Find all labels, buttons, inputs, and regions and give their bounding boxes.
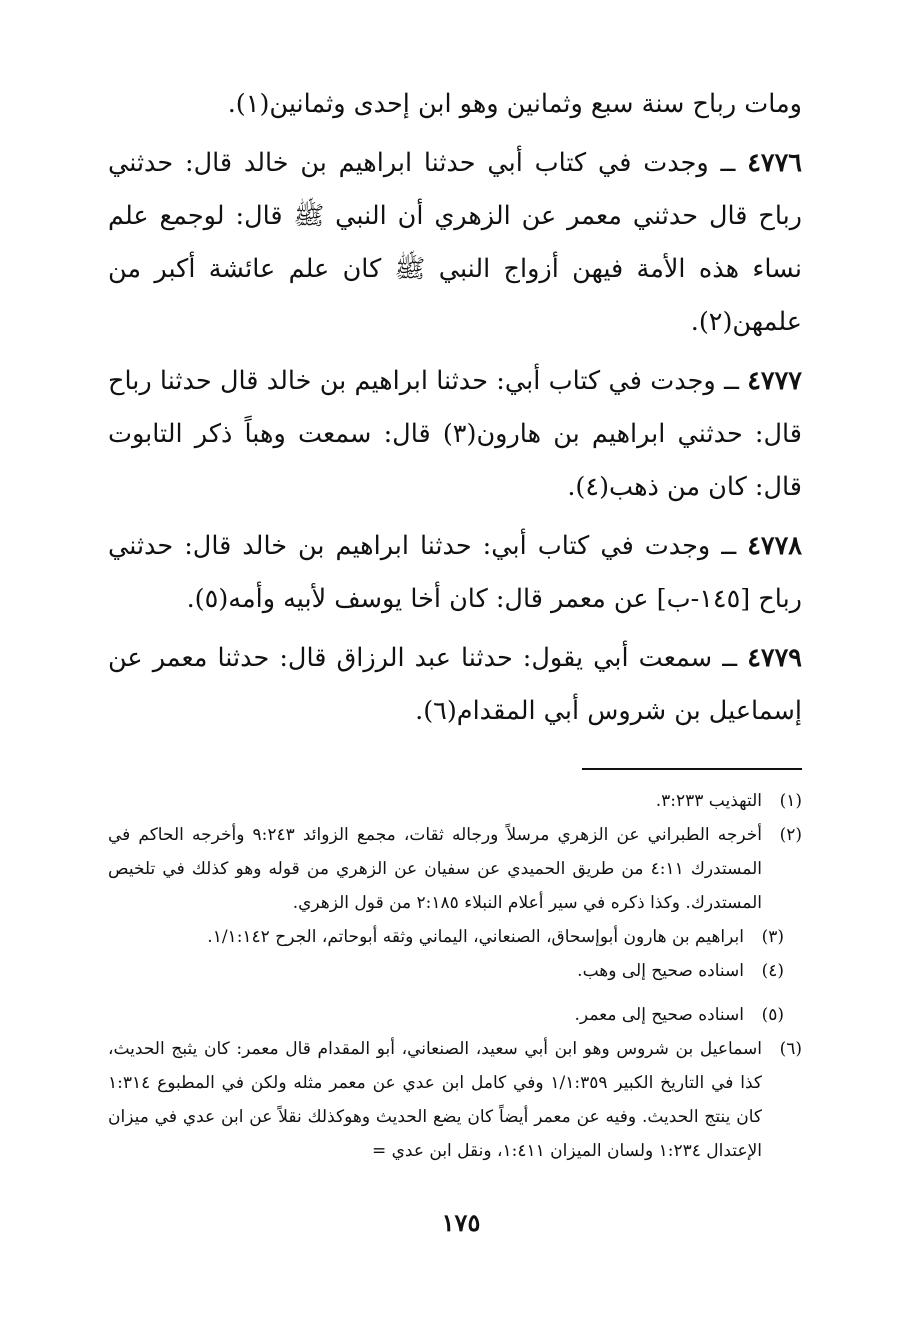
hadith-number: ٤٧٧٦: [747, 148, 802, 178]
footnote-text: أخرجه الطبراني عن الزهري مرسلاً ورجاله ثقات، مجمع الزوائد ٩:٢٤٣ وأخرجه الحاكم في المستدرك ٤:١١ من طريق الحميدي عن سفيان عن الزهري من قوله وهو كذلك في تلخيص المستدرك. وكذا ذكره في سير أعلام النبلاء ٢:١٨٥ من قول الزهري.: [108, 825, 762, 913]
footnote-6: [108, 1032, 802, 1168]
footnotes: [108, 784, 802, 1168]
hadith-4778: [108, 520, 802, 626]
footnote-text: اسماعيل بن شروس وهو ابن أبي سعيد، الصنعاني، أبو المقدام قال معمر: كان يثبج الحديث، كذا في التاريخ الكبير ١/١:٣٥٩ وفي كامل ابن عدي عن معمر مثله ولكن في المطبوع ١:٣١٤ كان ينتج الحديث. وفيه عن معمر أيضاً كان يضع الحديث وهوكذلك نقلاً عن ابن عدي في ميزان الإعتدال ١:٢٣٤ ولسان الميزان ١:٤١١، ونقل ابن عدي =: [108, 1039, 762, 1161]
footnote-text: ابراهيم بن هارون أبوإسحاق، الصنعاني، اليماني وثقه أبوحاتم، الجرح ١/١:١٤٢.: [207, 927, 744, 947]
hadith-number: ٤٧٧٨: [747, 531, 802, 561]
paragraph-continuation: [108, 78, 802, 131]
footnote-number: (٤): [761, 961, 784, 981]
footnote-1: [108, 784, 802, 818]
footnote-text: اسناده صحيح إلى وهب.: [577, 961, 744, 981]
hadith-text: ــ وجدت في كتاب أبي: حدثنا ابراهيم بن خالد قال حدثنا رباح قال: حدثني ابراهيم بن هارون(٣) قال: سمعت وهباً ذكر التابوت قال: كان من ذهب(٤).: [108, 366, 802, 502]
footnote-number: (٥): [761, 1005, 784, 1025]
footnote-text: اسناده صحيح إلى معمر.: [574, 1005, 744, 1025]
hadith-text: ــ سمعت أبي يقول: حدثنا عبد الرزاق قال: حدثنا معمر عن إسماعيل بن شروس أبي المقدام(٦).: [108, 643, 802, 726]
hadith-4779: [108, 632, 802, 738]
hadith-text: ــ وجدت في كتاب أبي حدثنا ابراهيم بن خالد قال: حدثني رباح قال حدثني معمر عن الزهري أن النبي ﷺ قال: لوجمع علم نساء هذه الأمة فيهن أزواج النبي ﷺ كان علم عائشة أكبر من علمهن(٢).: [108, 148, 802, 337]
hadith-number: ٤٧٧٧: [747, 366, 802, 396]
footnote-number: (١): [779, 791, 802, 811]
paragraph-text: ومات رباح سنة سبع وثمانين وهو ابن إحدى وثمانين(١).: [227, 89, 802, 119]
footnote-3: [108, 920, 802, 954]
footnote-2: [108, 818, 802, 920]
footnote-text: التهذيب ٣:٢٣٣.: [655, 791, 762, 811]
hadith-4776: [108, 137, 802, 349]
footnote-4: [108, 954, 802, 988]
hadith-number: ٤٧٧٩: [747, 643, 802, 673]
footnote-number: (٦): [779, 1039, 802, 1059]
footnote-number: (٣): [761, 927, 784, 947]
main-text: [108, 78, 802, 738]
footnote-number: (٢): [779, 825, 802, 845]
footnote-separator: [582, 768, 802, 770]
footnote-5: [108, 998, 802, 1032]
hadith-4777: [108, 355, 802, 514]
page-number: ١٧٥: [441, 1208, 481, 1237]
hadith-text: ــ وجدت في كتاب أبي: حدثنا ابراهيم بن خالد قال: حدثني رباح [١٤٥-ب] عن معمر قال: كان أخا يوسف لأبيه وأمه(٥).: [108, 531, 802, 614]
